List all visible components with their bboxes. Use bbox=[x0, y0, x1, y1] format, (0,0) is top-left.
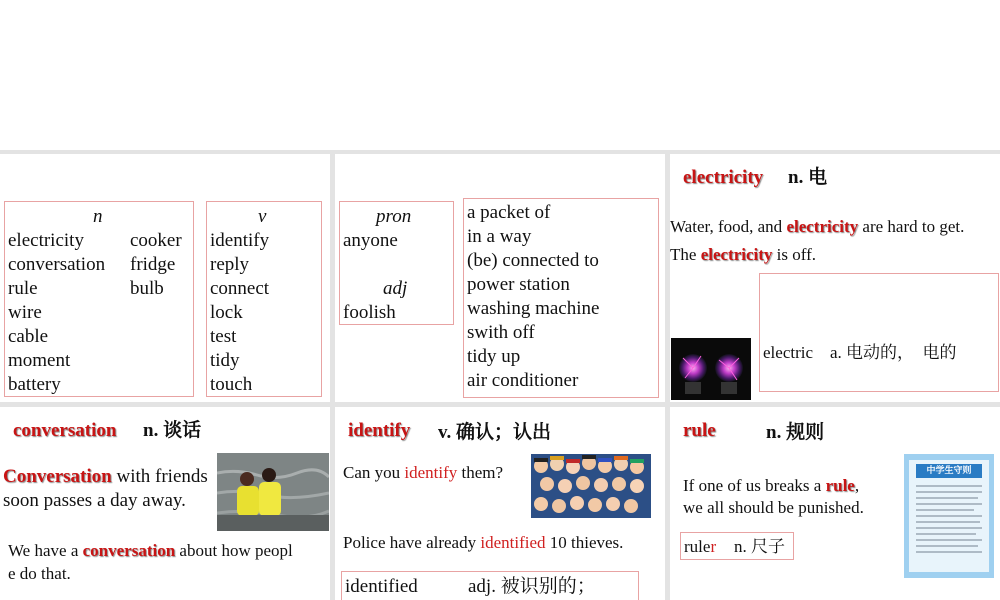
verb-header: v bbox=[258, 206, 267, 227]
example-sentence-line2: we all should be punished. bbox=[683, 498, 864, 517]
vocab-meaning: n. 谈话 bbox=[143, 420, 202, 441]
vocab-meaning: n. 电 bbox=[788, 167, 828, 188]
phrase-list bbox=[467, 201, 599, 393]
example-sentence: Police have already identified 10 thieves. bbox=[343, 533, 624, 552]
verb-item: tidy bbox=[210, 350, 240, 371]
slide-pron-adj-phrases[interactable] bbox=[335, 154, 665, 402]
verb-item: connect bbox=[210, 278, 270, 299]
keyword: identify bbox=[404, 463, 458, 482]
related-words-list bbox=[763, 282, 972, 402]
word-form: identified bbox=[345, 576, 418, 597]
poster-title: 中学生守则 bbox=[926, 466, 972, 476]
phrase-item: (be) connected to bbox=[467, 250, 599, 271]
keyword: electricity bbox=[786, 217, 859, 236]
example-sentence: The electricity is off. bbox=[670, 245, 817, 264]
example-sentence: We have a conversation about how peopl bbox=[8, 541, 293, 560]
slide-rule[interactable] bbox=[670, 407, 1000, 600]
noun-item: rule bbox=[8, 278, 38, 299]
noun-list bbox=[8, 229, 105, 397]
vocab-meaning: n. 规则 bbox=[766, 422, 825, 443]
slide-electricity[interactable] bbox=[670, 154, 1000, 402]
verb-list bbox=[210, 229, 269, 397]
example-sentence: Can you identify them? bbox=[343, 463, 504, 482]
slide-identify[interactable] bbox=[335, 407, 665, 600]
keyword: identified bbox=[480, 533, 546, 552]
example-sentence: Water, food, and electricity are hard to get. bbox=[670, 217, 965, 236]
noun-item: moment bbox=[8, 350, 71, 371]
phrase-item: swith off bbox=[467, 322, 535, 343]
verb-item: touch bbox=[210, 374, 253, 395]
vocab-word: conversation bbox=[13, 420, 117, 441]
vocab-meaning: v. 确认；认出 bbox=[438, 422, 551, 443]
slide-conversation[interactable] bbox=[0, 407, 330, 600]
verb-item: reply bbox=[210, 254, 250, 275]
example-sentence: If one of us breaks a rule, bbox=[683, 476, 860, 495]
example-sentence: Conversation with friends bbox=[3, 466, 208, 487]
phrase-item: in a way bbox=[467, 226, 532, 247]
keyword: Conversation bbox=[3, 466, 112, 487]
keyword: rule bbox=[825, 476, 855, 495]
verb-item: test bbox=[210, 326, 237, 347]
word-form-meaning: n. 尺子 bbox=[734, 537, 785, 556]
example-sentence-line2: e do that. bbox=[8, 564, 71, 583]
noun-item: wire bbox=[8, 302, 42, 323]
verb-item: lock bbox=[210, 302, 243, 323]
noun-item: electricity bbox=[8, 230, 84, 251]
pron-word: anyone bbox=[343, 230, 398, 251]
friends-image bbox=[217, 453, 329, 531]
school-rules-poster-image bbox=[904, 454, 994, 578]
phrase-item: tidy up bbox=[467, 346, 521, 367]
phrase-item: a packet of bbox=[467, 202, 551, 223]
noun-item: fridge bbox=[130, 254, 176, 275]
adj-header: adj bbox=[383, 278, 408, 299]
keyword: electricity bbox=[700, 245, 773, 264]
anime-crowd-image bbox=[531, 454, 651, 518]
word-form: ruler bbox=[684, 537, 717, 556]
pron-header: pron bbox=[376, 206, 412, 227]
noun-item: bulb bbox=[130, 278, 164, 299]
plasma-balls-image bbox=[671, 338, 751, 400]
noun-item: cooker bbox=[130, 230, 182, 251]
related-word: electric a. 电动的， 电的 bbox=[763, 343, 957, 362]
slide-top-area bbox=[0, 0, 1000, 150]
phrase-item: air conditioner bbox=[467, 370, 579, 391]
slide-grid bbox=[0, 150, 1000, 600]
noun-item: cable bbox=[8, 326, 49, 347]
noun-list-2 bbox=[130, 229, 182, 301]
adj-word: foolish bbox=[343, 302, 396, 323]
vocab-word: rule bbox=[683, 420, 716, 441]
noun-item: battery bbox=[8, 374, 61, 395]
slide-nouns-verbs[interactable] bbox=[0, 154, 330, 402]
vocab-word: electricity bbox=[683, 167, 764, 188]
phrase-item: power station bbox=[467, 274, 570, 295]
vocab-word: identify bbox=[348, 420, 411, 441]
noun-item: conversation bbox=[8, 254, 106, 275]
phrase-item: washing machine bbox=[467, 298, 600, 319]
example-sentence-line2: soon passes a day away. bbox=[3, 490, 186, 511]
verb-item: identify bbox=[210, 230, 270, 251]
keyword: conversation bbox=[82, 541, 176, 560]
word-form-meaning: adj. 被识别的； bbox=[468, 576, 596, 597]
noun-header: n bbox=[93, 206, 103, 227]
